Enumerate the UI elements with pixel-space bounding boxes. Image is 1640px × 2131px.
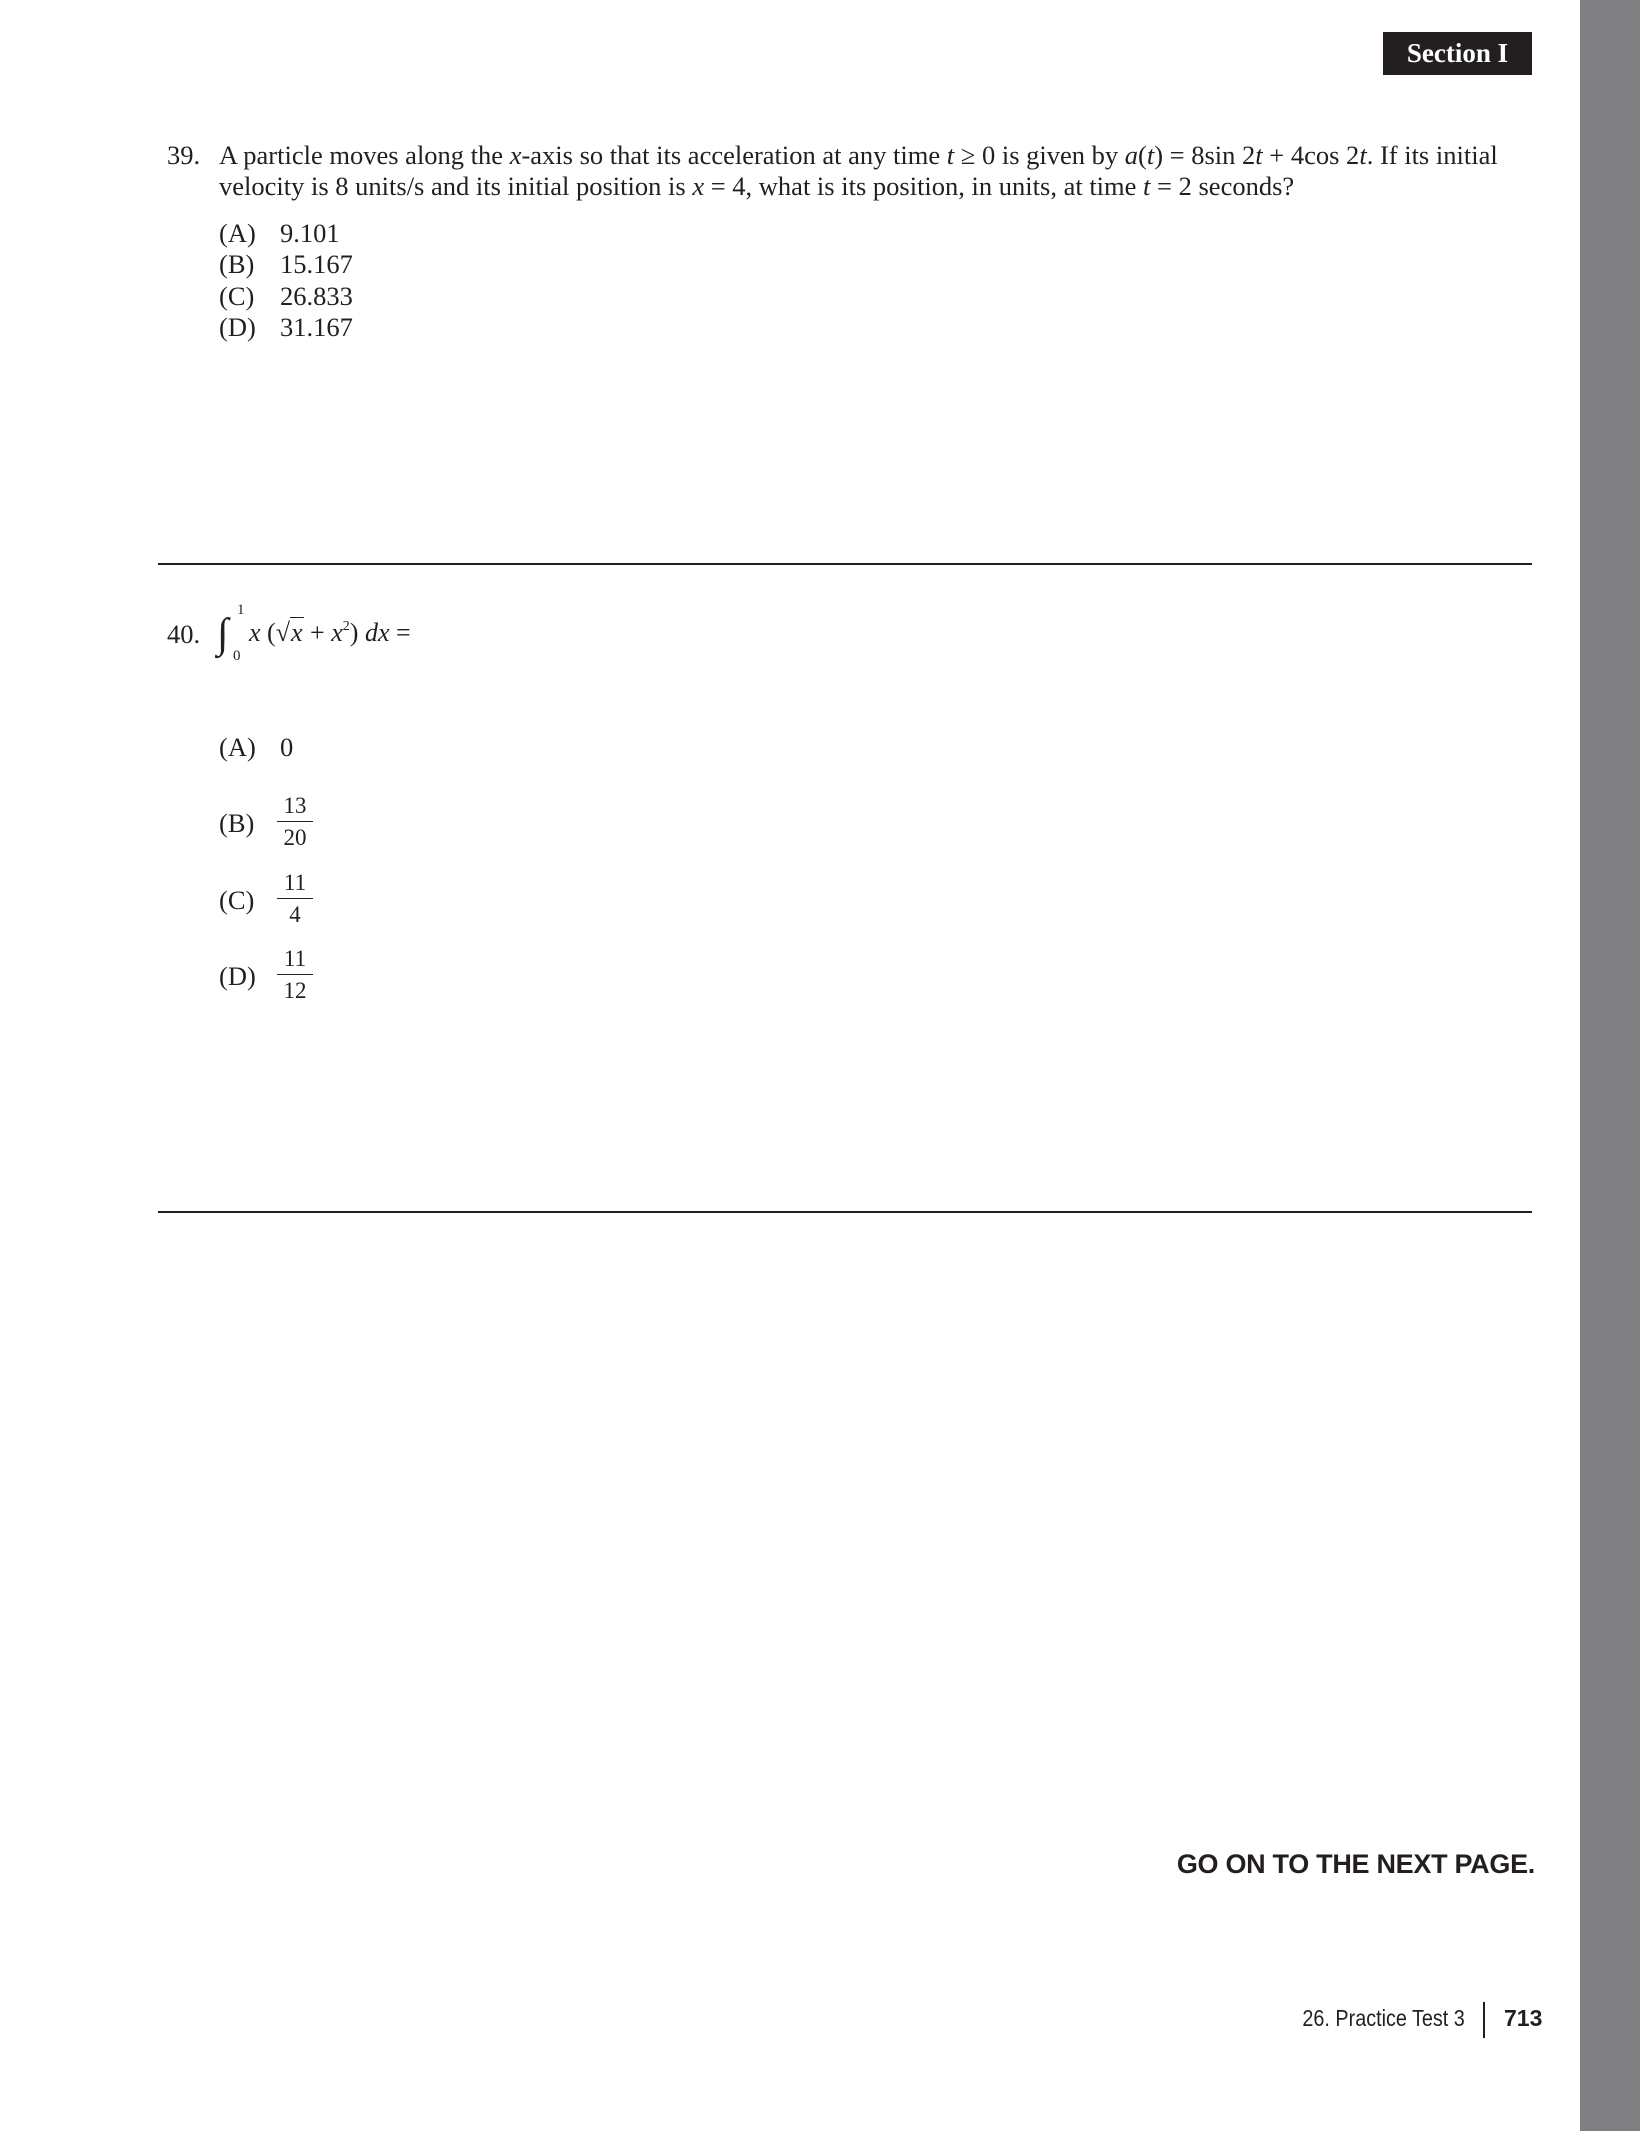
choice-value: 31.167 [280, 311, 353, 342]
var: t [1359, 140, 1367, 170]
choice-value: 9.101 [280, 218, 340, 248]
go-on-notice: GO ON TO THE NEXT PAGE. [1176, 1849, 1535, 1879]
denominator: 12 [283, 978, 307, 1003]
choice-d[interactable] [219, 312, 353, 343]
integral-sign: ∫ [217, 611, 229, 657]
choice-label: (D) [219, 961, 256, 991]
differential: dx [364, 618, 390, 647]
choice-label: (B) [219, 249, 255, 280]
page-footer [1200, 2002, 1545, 2038]
answer-choices-39 [219, 218, 353, 343]
operator: = [389, 618, 411, 647]
fraction-b [277, 792, 313, 852]
var: t [1143, 171, 1151, 201]
question-number: 39. [167, 140, 201, 170]
upper-limit: 1 [237, 602, 245, 618]
question-40 [167, 602, 767, 676]
integral-expression [217, 602, 597, 676]
text: -axis so that its acceleration at any time [521, 140, 947, 170]
choice-label: (A) [219, 732, 256, 762]
choice-b[interactable] [219, 249, 353, 280]
stem-line-1 [219, 140, 1559, 171]
text: ≥ 0 is given by [954, 140, 1125, 170]
choice-label: (C) [219, 280, 255, 311]
text: = 4, what is its position, in units, at time [704, 171, 1144, 201]
text: A particle moves along the [219, 140, 510, 170]
var: t [1255, 140, 1263, 170]
text: = 2 seconds? [1150, 171, 1295, 201]
choice-label: (D) [219, 311, 256, 342]
question-number: 40. [167, 619, 201, 649]
integrand [249, 618, 411, 648]
var: x [692, 171, 705, 201]
divider-rule [158, 563, 1532, 565]
chapter-title: 26. Practice Test 3 [1302, 2005, 1465, 2031]
choice-c[interactable] [219, 281, 353, 312]
var: t [1146, 140, 1155, 170]
choice-label: (B) [219, 808, 255, 838]
text: velocity is 8 units/s and its initial position is [219, 171, 693, 201]
text: ( [1138, 140, 1147, 170]
text: + 4cos 2 [1262, 140, 1360, 170]
var: x [331, 618, 343, 647]
var: t [946, 140, 955, 170]
choice-value: 15.167 [280, 249, 353, 280]
exponent: 2 [342, 619, 350, 634]
operator: + [303, 618, 332, 647]
denominator: 4 [289, 902, 301, 927]
radical-sign: √ [275, 618, 290, 647]
numerator: 11 [277, 945, 313, 975]
text: . If its initial [1366, 140, 1498, 170]
choice-value: 0 [280, 732, 294, 762]
section-badge: Section I [1383, 32, 1532, 75]
square-root [276, 618, 304, 648]
fraction-d [277, 945, 313, 1005]
numerator: 11 [277, 869, 313, 899]
paren: ( [267, 618, 276, 647]
fraction-c [277, 869, 313, 929]
choice-value: 26.833 [280, 280, 353, 311]
question-stem [219, 140, 1559, 202]
choice-label: (C) [219, 885, 255, 915]
var: x [509, 140, 522, 170]
choice-label: (A) [219, 218, 256, 248]
side-tab [1580, 0, 1640, 2131]
footer-divider [1483, 2002, 1485, 2038]
var: x [249, 618, 261, 647]
page-number: 713 [1504, 2005, 1543, 2031]
var: a [1124, 140, 1138, 170]
radicand: x [291, 618, 303, 647]
divider-rule [158, 1211, 1532, 1213]
lower-limit: 0 [233, 648, 241, 664]
denominator: 20 [283, 825, 307, 850]
numerator: 13 [277, 792, 313, 822]
choice-a[interactable] [219, 218, 353, 249]
text: ) = 8sin 2 [1154, 140, 1256, 170]
stem-line-2 [219, 171, 1559, 202]
paren: ) [349, 618, 359, 647]
